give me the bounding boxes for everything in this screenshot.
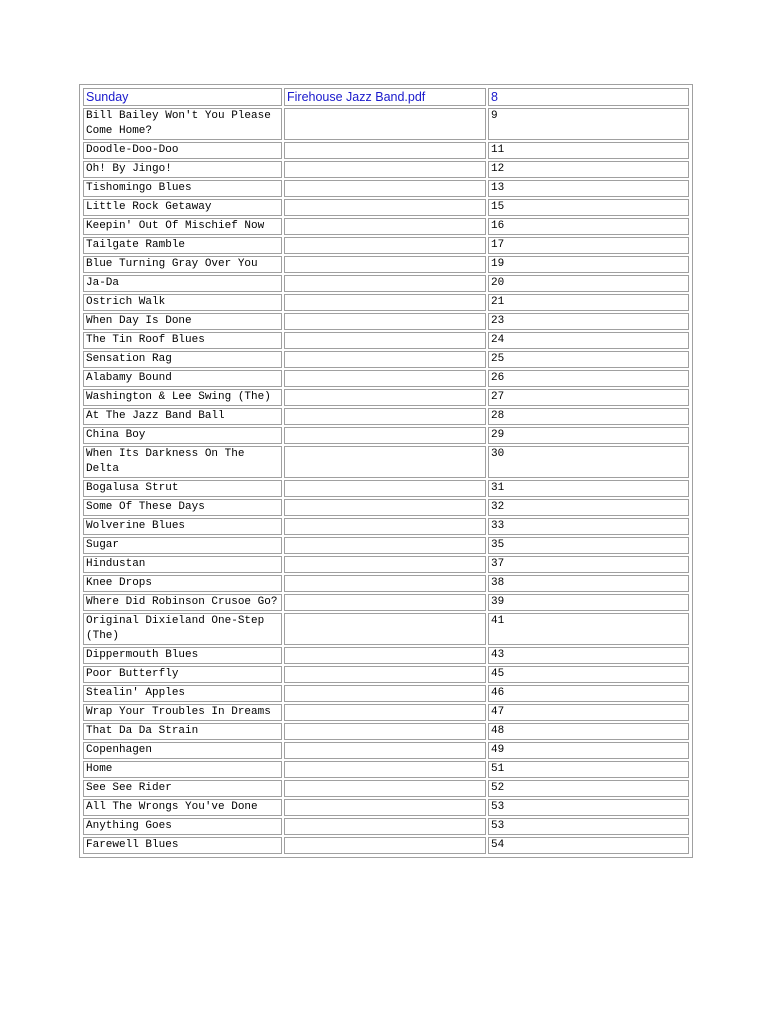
song-index-body bbox=[83, 88, 689, 854]
song-page-number: 53 bbox=[488, 799, 689, 816]
empty-cell bbox=[284, 408, 486, 425]
table-row bbox=[83, 313, 689, 330]
song-title: Ja-Da bbox=[83, 275, 282, 292]
song-title: Anything Goes bbox=[83, 818, 282, 835]
song-title: Original Dixieland One-Step (The) bbox=[83, 613, 282, 645]
song-title: Bill Bailey Won't You Please Come Home? bbox=[83, 108, 282, 140]
song-page-number: 46 bbox=[488, 685, 689, 702]
song-page-number: 23 bbox=[488, 313, 689, 330]
empty-cell bbox=[284, 723, 486, 740]
song-page-number: 39 bbox=[488, 594, 689, 611]
song-title: Some Of These Days bbox=[83, 499, 282, 516]
table-row bbox=[83, 275, 689, 292]
header-file: Firehouse Jazz Band.pdf bbox=[284, 88, 486, 106]
song-title: Sensation Rag bbox=[83, 351, 282, 368]
song-title: Knee Drops bbox=[83, 575, 282, 592]
table-row bbox=[83, 142, 689, 159]
table-row bbox=[83, 370, 689, 387]
empty-cell bbox=[284, 332, 486, 349]
song-page-number: 30 bbox=[488, 446, 689, 478]
table-row bbox=[83, 837, 689, 854]
empty-cell bbox=[284, 780, 486, 797]
empty-cell bbox=[284, 761, 486, 778]
song-page-number: 54 bbox=[488, 837, 689, 854]
table-row bbox=[83, 408, 689, 425]
table-row bbox=[83, 427, 689, 444]
header-page: 8 bbox=[488, 88, 689, 106]
empty-cell bbox=[284, 199, 486, 216]
song-page-number: 53 bbox=[488, 818, 689, 835]
song-title: See See Rider bbox=[83, 780, 282, 797]
empty-cell bbox=[284, 818, 486, 835]
song-title: Tishomingo Blues bbox=[83, 180, 282, 197]
song-title: Wrap Your Troubles In Dreams bbox=[83, 704, 282, 721]
song-title: Blue Turning Gray Over You bbox=[83, 256, 282, 273]
empty-cell bbox=[284, 108, 486, 140]
table-row bbox=[83, 199, 689, 216]
empty-cell bbox=[284, 799, 486, 816]
table-row bbox=[83, 446, 689, 478]
empty-cell bbox=[284, 666, 486, 683]
empty-cell bbox=[284, 647, 486, 664]
table-row bbox=[83, 518, 689, 535]
table-row bbox=[83, 499, 689, 516]
table-row bbox=[83, 818, 689, 835]
song-page-number: 45 bbox=[488, 666, 689, 683]
table-row bbox=[83, 237, 689, 254]
song-page-number: 37 bbox=[488, 556, 689, 573]
table-row bbox=[83, 704, 689, 721]
song-title: Stealin' Apples bbox=[83, 685, 282, 702]
song-page-number: 25 bbox=[488, 351, 689, 368]
table-row bbox=[83, 723, 689, 740]
header-day: Sunday bbox=[83, 88, 282, 106]
empty-cell bbox=[284, 704, 486, 721]
table-row bbox=[83, 761, 689, 778]
empty-cell bbox=[284, 389, 486, 406]
song-page-number: 20 bbox=[488, 275, 689, 292]
table-row bbox=[83, 480, 689, 497]
empty-cell bbox=[284, 427, 486, 444]
song-page-number: 32 bbox=[488, 499, 689, 516]
empty-cell bbox=[284, 180, 486, 197]
table-row bbox=[83, 332, 689, 349]
table-row bbox=[83, 351, 689, 368]
empty-cell bbox=[284, 142, 486, 159]
table-row bbox=[83, 799, 689, 816]
empty-cell bbox=[284, 256, 486, 273]
song-title: Where Did Robinson Crusoe Go? bbox=[83, 594, 282, 611]
song-title: When Day Is Done bbox=[83, 313, 282, 330]
song-page-number: 49 bbox=[488, 742, 689, 759]
song-page-number: 28 bbox=[488, 408, 689, 425]
song-title: That Da Da Strain bbox=[83, 723, 282, 740]
song-page-number: 47 bbox=[488, 704, 689, 721]
song-page-number: 38 bbox=[488, 575, 689, 592]
empty-cell bbox=[284, 446, 486, 478]
empty-cell bbox=[284, 575, 486, 592]
song-page-number: 15 bbox=[488, 199, 689, 216]
song-title: Sugar bbox=[83, 537, 282, 554]
table-row bbox=[83, 108, 689, 140]
song-title: All The Wrongs You've Done bbox=[83, 799, 282, 816]
table-header-row bbox=[83, 88, 689, 106]
empty-cell bbox=[284, 275, 486, 292]
empty-cell bbox=[284, 313, 486, 330]
empty-cell bbox=[284, 742, 486, 759]
song-page-number: 41 bbox=[488, 613, 689, 645]
song-title: China Boy bbox=[83, 427, 282, 444]
song-title: At The Jazz Band Ball bbox=[83, 408, 282, 425]
song-title: Oh! By Jingo! bbox=[83, 161, 282, 178]
song-page-number: 27 bbox=[488, 389, 689, 406]
song-title: Dippermouth Blues bbox=[83, 647, 282, 664]
empty-cell bbox=[284, 480, 486, 497]
song-title: Ostrich Walk bbox=[83, 294, 282, 311]
song-title: Keepin' Out Of Mischief Now bbox=[83, 218, 282, 235]
table-row bbox=[83, 780, 689, 797]
table-row bbox=[83, 685, 689, 702]
song-title: The Tin Roof Blues bbox=[83, 332, 282, 349]
song-title: Hindustan bbox=[83, 556, 282, 573]
table-row bbox=[83, 180, 689, 197]
song-page-number: 48 bbox=[488, 723, 689, 740]
song-title: Bogalusa Strut bbox=[83, 480, 282, 497]
song-page-number: 21 bbox=[488, 294, 689, 311]
song-title: Washington & Lee Swing (The) bbox=[83, 389, 282, 406]
table-row bbox=[83, 742, 689, 759]
song-page-number: 17 bbox=[488, 237, 689, 254]
song-title: Poor Butterfly bbox=[83, 666, 282, 683]
song-title: Little Rock Getaway bbox=[83, 199, 282, 216]
song-page-number: 13 bbox=[488, 180, 689, 197]
table-row bbox=[83, 575, 689, 592]
song-page-number: 43 bbox=[488, 647, 689, 664]
song-page-number: 51 bbox=[488, 761, 689, 778]
table-row bbox=[83, 556, 689, 573]
empty-cell bbox=[284, 613, 486, 645]
empty-cell bbox=[284, 499, 486, 516]
song-page-number: 52 bbox=[488, 780, 689, 797]
empty-cell bbox=[284, 351, 486, 368]
table-row bbox=[83, 256, 689, 273]
song-page-number: 9 bbox=[488, 108, 689, 140]
song-page-number: 26 bbox=[488, 370, 689, 387]
song-page-number: 31 bbox=[488, 480, 689, 497]
table-row bbox=[83, 389, 689, 406]
song-title: Copenhagen bbox=[83, 742, 282, 759]
song-page-number: 29 bbox=[488, 427, 689, 444]
song-page-number: 16 bbox=[488, 218, 689, 235]
empty-cell bbox=[284, 518, 486, 535]
table-row bbox=[83, 666, 689, 683]
table-row bbox=[83, 161, 689, 178]
empty-cell bbox=[284, 685, 486, 702]
table-row bbox=[83, 647, 689, 664]
empty-cell bbox=[284, 594, 486, 611]
song-page-number: 19 bbox=[488, 256, 689, 273]
empty-cell bbox=[284, 218, 486, 235]
song-title: Alabamy Bound bbox=[83, 370, 282, 387]
song-index-table bbox=[79, 84, 693, 858]
table-row bbox=[83, 594, 689, 611]
empty-cell bbox=[284, 161, 486, 178]
empty-cell bbox=[284, 537, 486, 554]
table-row bbox=[83, 613, 689, 645]
song-page-number: 11 bbox=[488, 142, 689, 159]
table-row bbox=[83, 294, 689, 311]
song-title: Farewell Blues bbox=[83, 837, 282, 854]
empty-cell bbox=[284, 370, 486, 387]
empty-cell bbox=[284, 294, 486, 311]
song-page-number: 12 bbox=[488, 161, 689, 178]
song-title: When Its Darkness On The Delta bbox=[83, 446, 282, 478]
empty-cell bbox=[284, 237, 486, 254]
song-page-number: 24 bbox=[488, 332, 689, 349]
song-title: Wolverine Blues bbox=[83, 518, 282, 535]
table-row bbox=[83, 537, 689, 554]
song-title: Home bbox=[83, 761, 282, 778]
song-page-number: 33 bbox=[488, 518, 689, 535]
empty-cell bbox=[284, 556, 486, 573]
empty-cell bbox=[284, 837, 486, 854]
song-page-number: 35 bbox=[488, 537, 689, 554]
song-title: Tailgate Ramble bbox=[83, 237, 282, 254]
song-title: Doodle-Doo-Doo bbox=[83, 142, 282, 159]
table-row bbox=[83, 218, 689, 235]
